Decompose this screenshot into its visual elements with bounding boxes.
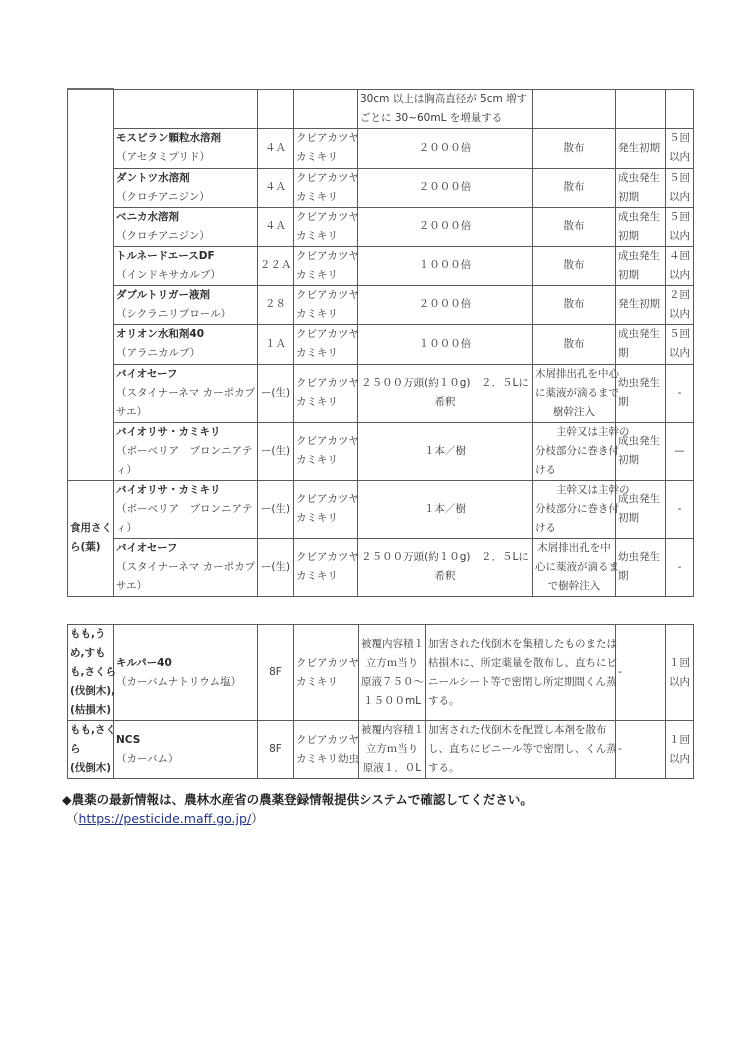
pesticide-table-cherry [67,88,694,597]
active-ingredient: （カーバム） [116,752,179,765]
dosage-cell: ２０００倍 [358,285,533,324]
application-timing-cell: 幼虫発生 期 [616,364,666,422]
target-pest-cell: クビアカツヤ カミキリ [294,168,358,207]
target-pest-cell [294,89,358,128]
product-name: バイオリサ・カミキリ [116,425,221,438]
target-pest-cell: クビアカツヤ カミキリ [294,285,358,324]
dosage-cell: 被覆内容積１ 立方ｍ当り 原液１．０L [359,721,426,779]
irac-code-cell: ー(生) [258,364,294,422]
target-pest-cell: クビアカツヤ カミキリ幼虫 [294,721,359,779]
usage-count-cell: ５回 以内 [666,324,694,364]
table-row [68,480,694,538]
application-method-cell: 散布 [533,168,616,207]
irac-code-cell: ー(生) [258,480,294,538]
table-row [68,128,694,168]
product-name: モスピラン顆粒水溶剤 [116,132,221,144]
product-cell [114,89,258,128]
application-method-cell: 散布 [533,128,616,168]
application-timing-cell: - [616,721,666,779]
irac-code-cell: 8F [258,721,294,779]
product-cell [114,625,258,721]
product-cell [114,538,258,596]
table-row [68,538,694,596]
target-pest-cell: クビアカツヤ カミキリ [294,538,358,596]
table-row [68,721,694,779]
pesticide-table-fumigant [67,624,694,779]
product-cell [114,324,258,364]
application-method-cell: 木屑排出孔を中 心に薬液が滴るま で樹幹注入 [533,538,616,596]
table-row [68,285,694,324]
dosage-cell: ２５００万頭(約１０g) ２．５Lに 希釈 [358,364,533,422]
dosage-cell: ２５００万頭(約１０g) ２．５Lに 希釈 [358,538,533,596]
usage-count-cell: — [666,422,694,480]
product-cell [114,721,258,779]
product-name: ダントツ水溶剤 [116,171,190,184]
usage-count-cell: ４回 以内 [666,246,694,285]
product-cell [114,364,258,422]
footer-url-line [62,809,533,828]
product-cell [114,285,258,324]
table-row [68,364,694,422]
irac-code-cell: ４Ａ [258,168,294,207]
usage-count-cell: ２回 以内 [666,285,694,324]
irac-code-cell: ２２Ａ [258,246,294,285]
url-close-paren: ） [251,811,264,826]
pesticide-info-link[interactable]: https://pesticide.maff.go.jp/ [78,811,252,826]
product-cell [114,168,258,207]
active-ingredient: （スタイナーネマ カーポカプ サエ） [116,560,256,592]
application-timing-cell: 成虫発生 初期 [616,480,666,538]
target-pest-cell: クビアカツヤ カミキリ [294,422,358,480]
dosage-cell: １０００倍 [358,246,533,285]
usage-count-cell: - [666,480,694,538]
active-ingredient: （アセタミプリド） [116,151,210,163]
irac-code-cell: ー(生) [258,422,294,480]
active-ingredient: （アラニカルブ） [116,347,201,359]
product-cell [114,128,258,168]
footer-note-text: ◆農薬の最新情報は、農林水産省の農薬登録情報提供システムで確認してください。 [62,792,533,807]
irac-code-cell: 8F [258,625,294,721]
application-timing-cell: 幼虫発生 期 [616,538,666,596]
table2-body [68,625,694,779]
application-timing-cell: 成虫発生 初期 [616,168,666,207]
usage-count-cell: - [666,364,694,422]
application-timing-cell [616,89,666,128]
usage-count-cell: ５回 以内 [666,128,694,168]
usage-count-cell: ５回 以内 [666,168,694,207]
product-cell [114,207,258,246]
usage-count-cell: １回 以内 [666,721,694,779]
product-name: キルパー40 [116,656,172,669]
application-timing-cell: 発生初期 [616,285,666,324]
dosage-cell: ２０００倍 [358,128,533,168]
dosage-cell: １本／樹 [358,422,533,480]
target-pest-cell: クビアカツヤ カミキリ [294,207,358,246]
target-pest-cell: クビアカツヤ カミキリ [294,625,359,721]
product-name: ベニカ水溶剤 [116,210,179,223]
active-ingredient: （クロチアニジン） [116,190,210,203]
application-timing-cell: 成虫発生 初期 [616,246,666,285]
application-method-cell: 主幹又は主幹の 分枝部分に巻き付 ける [533,422,616,480]
application-method-cell: 散布 [533,207,616,246]
product-cell [114,246,258,285]
application-timing-cell: 成虫発生 期 [616,324,666,364]
application-timing-cell: - [616,625,666,721]
crop-cell [68,89,114,480]
table-row [68,625,694,721]
usage-count-cell: １回 以内 [666,625,694,721]
dosage-cell: ２０００倍 [358,207,533,246]
dosage-cell: 被覆内容積１ 立方ｍ当り 原液７５０～ １５００mL [359,625,426,721]
target-pest-cell: クビアカツヤ カミキリ [294,480,358,538]
application-timing-cell: 成虫発生 初期 [616,207,666,246]
table-row [68,168,694,207]
crop-cell: もも,さく ら (伐倒木) [68,721,114,779]
application-method-cell: 加害された伐倒木を配置し本剤を散布 し、直ちにビニール等で密閉し、くん蒸 する。 [426,721,616,779]
active-ingredient: （クロチアニジン） [116,229,210,242]
target-pest-cell: クビアカツヤ カミキリ [294,324,358,364]
application-method-cell: 散布 [533,246,616,285]
dosage-cell: １０００倍 [358,324,533,364]
application-method-cell [533,89,616,128]
dosage-cell: １本／樹 [358,480,533,538]
crop-cell: もも,う め,すも も,さくら (伐倒木), (枯損木) [68,625,114,721]
footer-note [62,790,533,828]
irac-code-cell [258,89,294,128]
table-row [68,324,694,364]
product-name: バイオリサ・カミキリ [116,483,221,496]
irac-code-cell: ４Ａ [258,128,294,168]
product-name: バイオセーフ [116,541,178,554]
url-open-paren: （ [66,811,79,826]
product-name: NCS [116,733,141,746]
usage-count-cell: ５回 以内 [666,207,694,246]
application-method-cell: 散布 [533,324,616,364]
product-name: バイオセーフ [116,367,178,380]
dosage-cell: 30cm 以上は胸高直径が 5cm 増す ごとに 30~60mL を増量する [358,89,533,128]
active-ingredient: （ボーベリア ブロンニアテ ィ） [116,444,253,476]
target-pest-cell: クビアカツヤ カミキリ [294,246,358,285]
table-row [68,246,694,285]
target-pest-cell: クビアカツヤ カミキリ [294,364,358,422]
application-timing-cell: 発生初期 [616,128,666,168]
table-row [68,89,694,128]
product-cell [114,480,258,538]
irac-code-cell: ４Ａ [258,207,294,246]
application-timing-cell: 成虫発生 初期 [616,422,666,480]
application-method-cell: 散布 [533,285,616,324]
usage-count-cell: - [666,538,694,596]
application-method-cell: 加害された伐倒木を集積したものまたは 枯損木に、所定薬量を散布し、直ちにビ ニールシート等で密閉し所定期間くん蒸 する。 [426,625,616,721]
target-pest-cell: クビアカツヤ カミキリ [294,128,358,168]
active-ingredient: （インドキサカルブ） [116,268,221,281]
crop-cell: 食用さく ら(葉) [68,480,114,596]
product-cell [114,422,258,480]
table1-body [68,89,694,596]
table-row [68,422,694,480]
application-method-cell: 主幹又は主幹の 分枝部分に巻き付 ける [533,480,616,538]
irac-code-cell: ー(生) [258,538,294,596]
active-ingredient: （スタイナーネマ カーポカプ サエ） [116,386,256,418]
product-name: トルネードエースDF [116,249,215,262]
application-method-cell: 木屑排出孔を中心 に薬液が滴るまで 樹幹注入 [533,364,616,422]
active-ingredient: （ボーベリア ブロンニアテ ィ） [116,502,253,534]
table-row [68,207,694,246]
product-name: ダブルトリガー液剤 [116,288,210,301]
irac-code-cell: ２８ [258,285,294,324]
active-ingredient: （シクラニリプロール） [116,307,232,320]
usage-count-cell [666,89,694,128]
product-name: オリオン水和剤40 [116,328,205,340]
active-ingredient: （カーバムナトリウム塩） [116,675,242,688]
dosage-cell: ２０００倍 [358,168,533,207]
irac-code-cell: １Ａ [258,324,294,364]
